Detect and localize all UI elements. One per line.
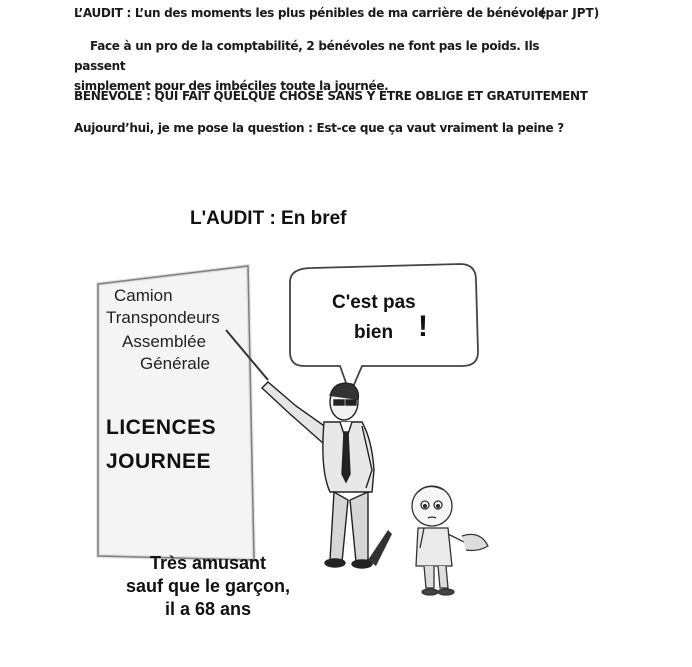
cartoon-title: L'AUDIT : En bref [190, 208, 347, 229]
board-journee: JOURNEE [106, 450, 212, 473]
article-title: L’AUDIT : L’un des moments les plus pénibles de ma carrière de bénévole [74, 6, 546, 20]
board-item-camion: Camion [114, 286, 173, 305]
board-item-transpondeurs: Transpondeurs [106, 308, 220, 327]
caption-line-3: il a 68 ans [164, 599, 252, 619]
bubble-line-1: C'est pas [332, 292, 416, 313]
intro-line-2: simplement pour des imbéciles toute la journée. [74, 79, 389, 93]
intro-line-1: Face à un pro de la comptabilité, 2 bénévoles ne font pas le poids. Ils passent [74, 39, 540, 73]
author-credit: (par JPT) [540, 6, 600, 20]
board-item-generale: Générale [140, 354, 210, 373]
question-line: Aujourd’hui, je me pose la question : Est-ce que ça vaut vraiment la peine ? [74, 121, 564, 135]
bubble-exclamation: ! [418, 310, 428, 343]
auditor-figure [262, 382, 392, 568]
board-licences: LICENCES [106, 416, 217, 439]
cartoon-caption [98, 552, 318, 621]
caption-line-1: Très amusant [149, 553, 267, 573]
definition-line: BENEVOLE : QUI FAIT QUELQUE CHOSE SANS Y ETRE OBLIGE ET GRATUITEMENT [74, 89, 588, 103]
board-item-assemblee: Assemblée [122, 332, 207, 351]
boy-figure [412, 486, 488, 595]
bubble-line-2: bien [354, 322, 394, 343]
caption-line-2: sauf que le garçon, [125, 576, 291, 596]
